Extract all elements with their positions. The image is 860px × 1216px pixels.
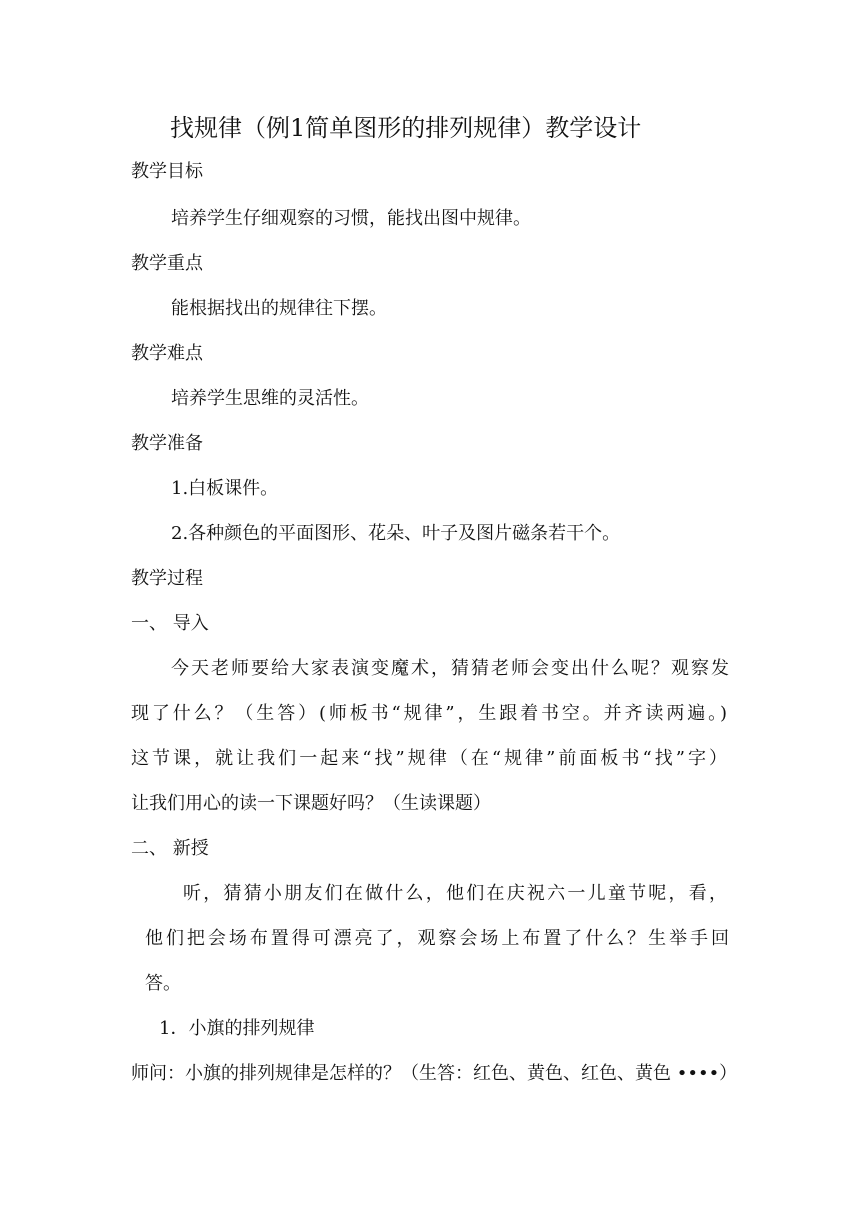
paragraph-line: 让我们用心的读一下课题好吗？（生读课题） xyxy=(131,793,491,814)
part-heading-intro: 一、 导入 xyxy=(131,613,209,634)
paragraph-line: 今天老师要给大家表演变魔术，猜猜老师会变出什么呢？观察发 xyxy=(171,658,729,679)
paragraph-line: 他们把会场布置得可漂亮了，观察会场上布置了什么？生举手回 xyxy=(145,928,729,949)
paragraph-line: 现了什么？（生答）(师板书“规律”，生跟着书空。并齐读两遍。) xyxy=(131,703,727,724)
section-heading-preparation: 教学准备 xyxy=(131,433,203,454)
paragraph-line: 答。 xyxy=(145,973,181,994)
preparation-item: 1.白板课件。 xyxy=(171,478,279,499)
section-heading-difficulties: 教学难点 xyxy=(131,343,203,364)
document-title: 找规律（例1简单图形的排列规律）教学设计 xyxy=(170,114,642,142)
paragraph-line: 这节课，就让我们一起来“找”规律（在“规律”前面板书“找”字） xyxy=(131,748,727,769)
section-body-objectives: 培养学生仔细观察的习惯，能找出图中规律。 xyxy=(171,208,531,229)
paragraph-line: 听，猜猜小朋友们在做什么，他们在庆祝六一儿童节呢，看， xyxy=(183,883,727,904)
section-heading-process: 教学过程 xyxy=(131,568,203,589)
teacher-question: 师问：小旗的排列规律是怎样的？（生答：红色、黄色、红色、黄色 ••••） xyxy=(131,1063,738,1084)
sub-heading-flags: 1．小旗的排列规律 xyxy=(159,1018,315,1039)
section-heading-key-points: 教学重点 xyxy=(131,253,203,274)
section-body-key-points: 能根据找出的规律往下摆。 xyxy=(171,298,387,319)
section-heading-objectives: 教学目标 xyxy=(131,161,203,182)
part-heading-new-lesson: 二、 新授 xyxy=(131,838,209,859)
preparation-item: 2.各种颜色的平面图形、花朵、叶子及图片磁条若干个。 xyxy=(171,523,621,544)
section-body-difficulties: 培养学生思维的灵活性。 xyxy=(171,388,369,409)
